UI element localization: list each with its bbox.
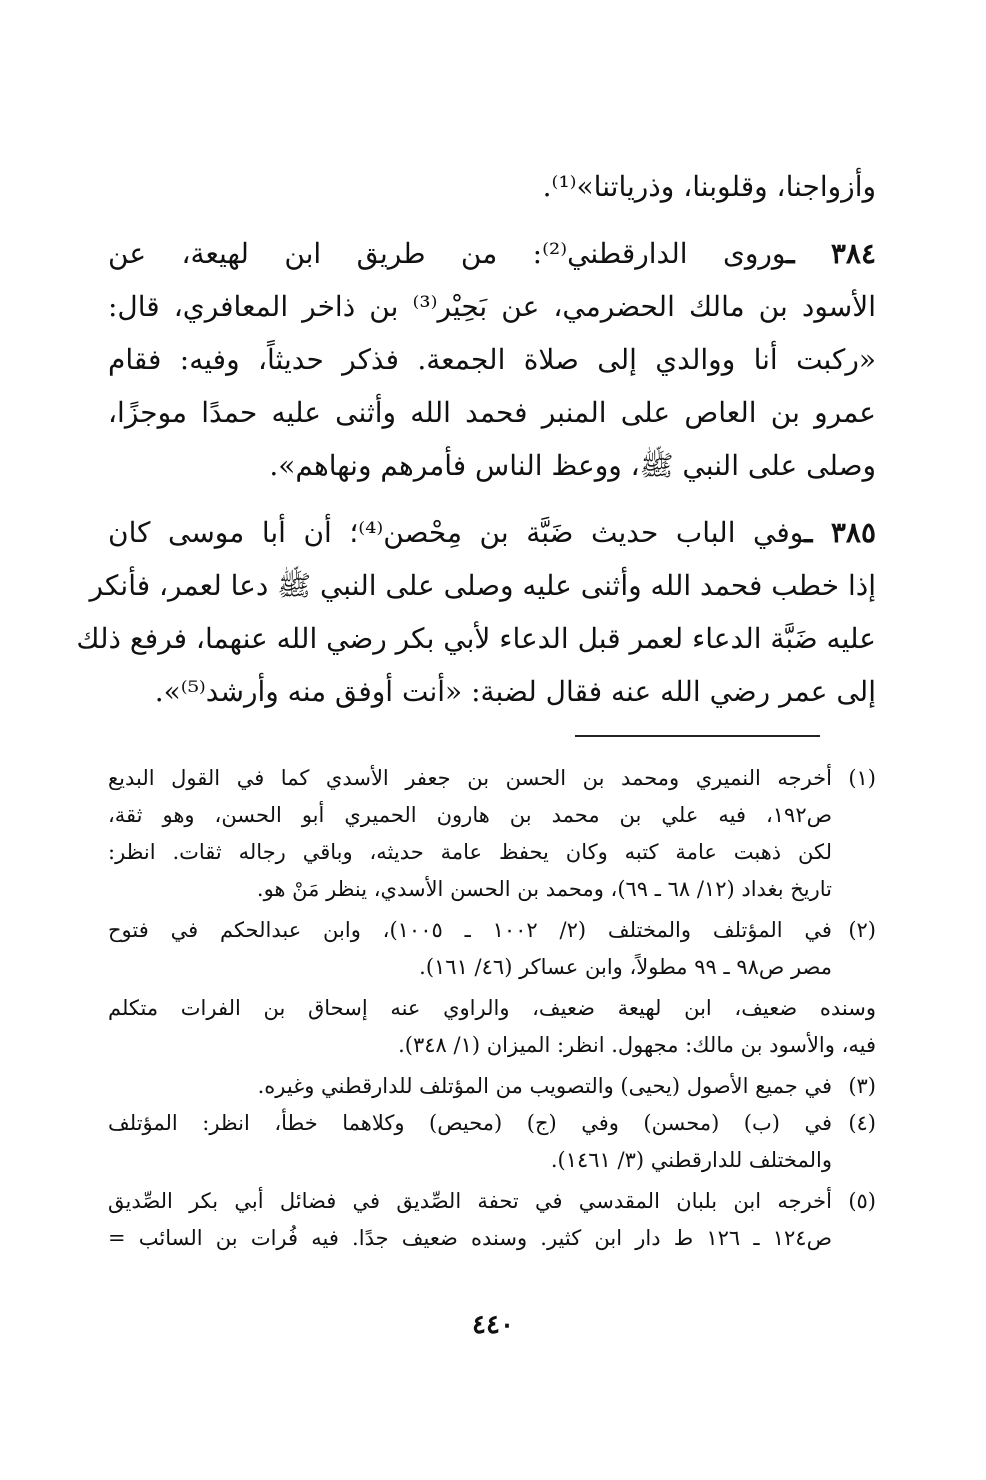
text-line: عليه ضَبَّة الدعاء لعمر قبل الدعاء لأبي بكر رضي الله عنهما، فرفع ذلك <box>76 622 876 655</box>
footnote-number: (٢) <box>848 918 876 942</box>
text-line: الأسود بن مالك الحضرمي، عن بَحِيْر⁽³⁾ بن ذاخر المعافري، قال: <box>108 290 877 323</box>
footnote-line: مصر ص٩٨ ـ ٩٩ مطولاً، وابن عساكر (٤٦/ ١٦١). <box>419 955 832 979</box>
footnote-number: (١) <box>848 766 876 790</box>
footnote-line: وسنده ضعيف، ابن لهيعة ضعيف، والراوي عنه إسحاق بن الفرات متكلم <box>108 996 876 1020</box>
footnote-line: (٣) في جميع الأصول (يحيى) والتصويب من المؤتلف للدارقطني وغيره. <box>108 1068 876 1105</box>
paragraph-384-line <box>108 227 876 280</box>
footnote-line: فيه، والأسود بن مالك: مجهول. انظر: الميزان (١/ ٣٤٨). <box>398 1033 876 1057</box>
footnote-line: ص١٩٢، فيه علي بن محمد بن هارون الحميري أبو الحسن، وهو ثقة، <box>108 803 832 827</box>
text-line: وفي الباب حديث ضَبَّة بن مِحْصن⁽⁴⁾؛ أن أبا موسى كان <box>108 516 805 549</box>
footnote-line: لكن ذهبت عامة كتبه وكان يحفظ عامة حديثه، وباقي رجاله ثقات. انظر: <box>108 840 832 864</box>
text-line: إلى عمر رضي الله عنه فقال لضبة: «أنت أوفق منه وأرشد⁽⁵⁾». <box>154 675 876 708</box>
footnote-line: والمختلف للدارقطني (٣/ ١٤٦١). <box>550 1148 832 1172</box>
text-line: وصلى على النبي ﷺ، ووعظ الناس فأمرهم ونهاهم». <box>269 449 876 482</box>
page-number: ٤٤٠ <box>472 1310 514 1340</box>
paragraph-number: ٣٨٥ ـ <box>804 516 876 549</box>
footnote-number: (٣) <box>848 1074 876 1098</box>
text-line: عمرو بن العاص على المنبر فحمد الله وأثنى عليه حمدًا موجزًا، <box>108 396 876 429</box>
paragraph-number: ٣٨٤ ـ <box>786 237 877 270</box>
text-line: إذا خطب فحمد الله وأثنى عليه وصلى على النبي ﷺ دعا لعمر، فأنكر <box>89 569 876 602</box>
footnote-line: (٢) في المؤتلف والمختلف (٢/ ١٠٠٢ ـ ١٠٠٥)، وابن عبدالحكم في فتوح <box>108 912 876 949</box>
footnote-divider <box>575 735 820 737</box>
footnote-line: تاريخ بغداد (١٢/ ٦٨ ـ ٦٩)، ومحمد بن الحسن الأسدي، ينظر مَنْ هو. <box>256 877 832 901</box>
text-line: «ركبت أنا ووالدي إلى صلاة الجمعة. فذكر حديثاً، وفيه: فقام <box>108 343 876 376</box>
paragraph-385-line <box>108 506 876 559</box>
footnote-line: (١) أخرجه النميري ومحمد بن الحسن بن جعفر الأسدي كما في القول البديع <box>108 760 876 797</box>
footnote-number: (٥) <box>848 1189 876 1213</box>
footnote-line: (٤) في (ب) (محسن) وفي (ج) (محيص) وكلاهما خطأ، انظر: المؤتلف <box>108 1105 876 1142</box>
footnote-number: (٤) <box>848 1111 876 1135</box>
footnote-line: (٥) أخرجه ابن بلبان المقدسي في تحفة الصِّديق في فضائل أبي بكر الصِّديق <box>108 1183 876 1220</box>
text-line: وأزواجنا، وقلوبنا، وذرياتنا»⁽¹⁾. <box>542 170 876 203</box>
footnotes <box>108 760 876 1257</box>
text-line: وروى الدارقطني⁽²⁾: من طريق ابن لهيعة، عن <box>108 237 787 270</box>
footnote-line: ص١٢٤ ـ ١٢٦ ط دار ابن كثير. وسنده ضعيف جدًا. فيه فُرات بن السائب = <box>108 1226 832 1250</box>
main-text <box>76 160 877 718</box>
